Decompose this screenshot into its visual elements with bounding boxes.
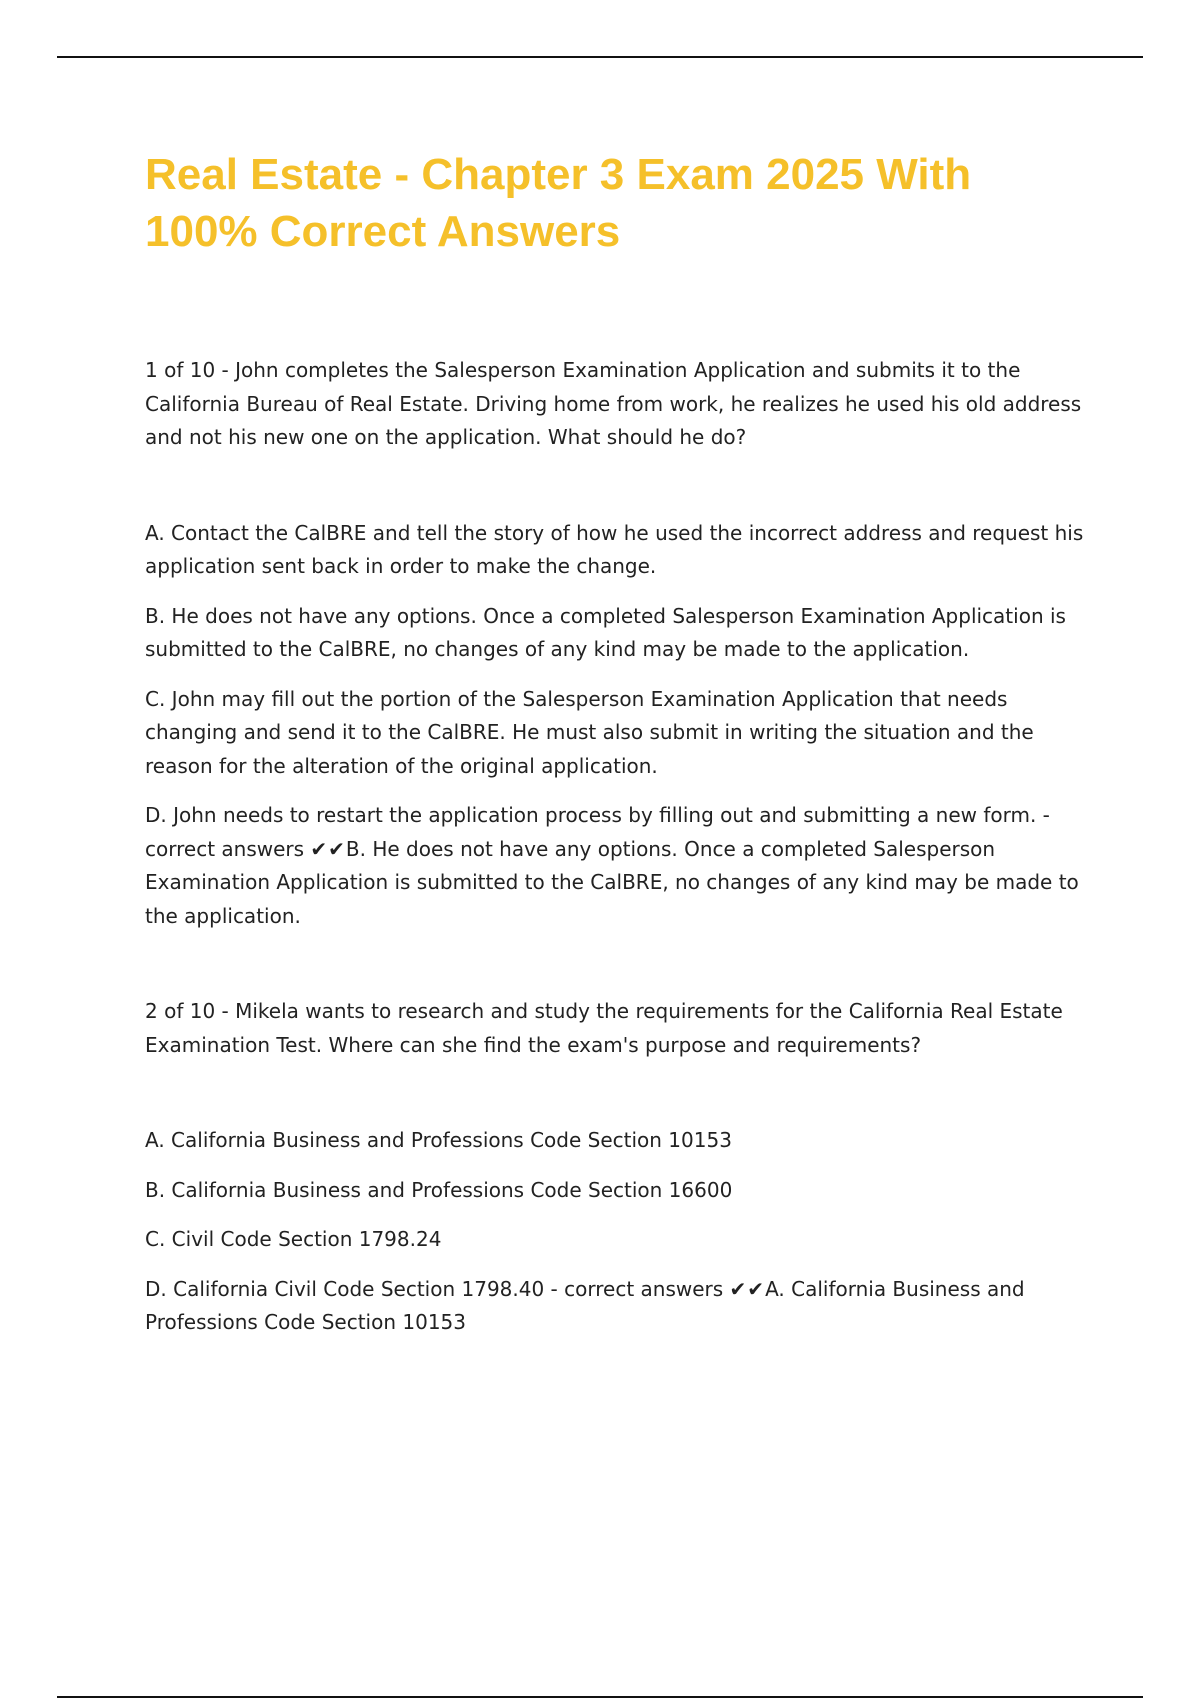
- question-2-option-d-with-answer: [145, 1273, 1090, 1340]
- question-2-correct-answer: A. California Business and Professions Code Section 10153: [145, 1276, 1025, 1334]
- question-1-correct-answer: B. He does not have any options. Once a completed Salesperson Examination Application is submitted to the CalBRE, no changes of any kind may be made to the application.: [145, 836, 1079, 928]
- question-1-prompt: 1 of 10 - John completes the Salesperson Examination Application and submits it to the California Bureau of Real Estate. Driving home from work, he realizes he used his old address and not his new one on the application. What should he do?: [145, 358, 1082, 449]
- question-1-option-c: C. John may fill out the portion of the Salesperson Examination Application that needs changing and send it to the CalBRE. He must also submit in writing the situation and the reason for the alteration of the original application.: [145, 686, 1034, 778]
- question-2-option-c: C. Civil Code Section 1798.24: [145, 1227, 442, 1251]
- document-body: [145, 146, 1090, 1340]
- question-1-option-a: A. Contact the CalBRE and tell the story of how he used the incorrect address and request his application sent back in order to make the change.: [145, 520, 1084, 578]
- bottom-divider: [57, 1696, 1143, 1698]
- question-2-option-a: A. California Business and Professions Code Section 10153: [145, 1128, 732, 1152]
- checkmark-icon: ✔✔: [310, 836, 346, 861]
- question-2-option-b: B. California Business and Professions Code Section 16600: [145, 1177, 733, 1202]
- document-title: Real Estate - Chapter 3 Exam 2025 With 100% Correct Answers: [145, 150, 972, 256]
- question-2-prompt: 2 of 10 - Mikela wants to research and study the requirements for the California Real Estate Examination Test. Where can she find the exam's purpose and requirements?: [145, 999, 1063, 1057]
- question-2-option-d: D. California Civil Code Section 1798.40 - correct answers: [145, 1276, 724, 1301]
- checkmark-icon: ✔✔: [729, 1276, 766, 1301]
- question-1-option-d: D. John needs to restart the application process by filling out and submitting a new form. - correct answers: [145, 803, 1050, 861]
- question-1-option-d-with-answer: [145, 799, 1090, 933]
- question-1-option-b: B. He does not have any options. Once a completed Salesperson Examination Application is submitted to the CalBRE, no changes of any kind may be made to the application.: [145, 603, 1066, 661]
- top-divider: [57, 56, 1143, 58]
